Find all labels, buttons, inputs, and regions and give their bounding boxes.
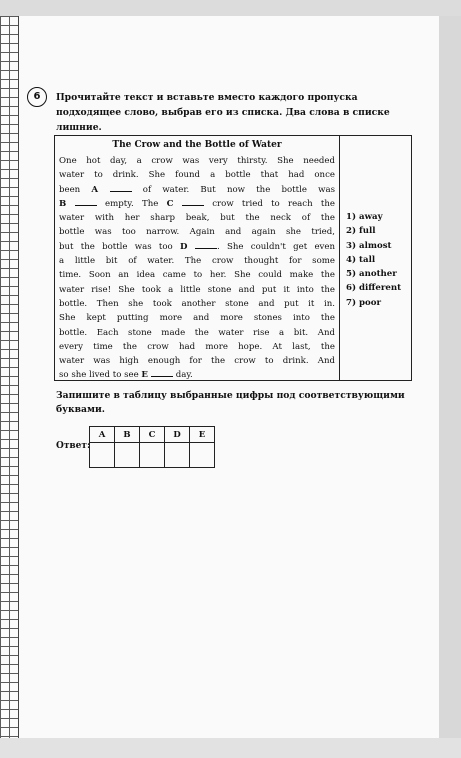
passage-line: but the bottle was too D . She couldn't get even [59, 241, 335, 252]
answer-cell[interactable] [140, 443, 165, 468]
gap-letter: E [141, 370, 151, 381]
answer-label: Ответ: [56, 441, 91, 451]
word-option: 5) another [346, 269, 397, 280]
passage-text [59, 154, 335, 383]
gap-blank [75, 197, 97, 206]
word-options-list [346, 210, 410, 310]
word-option: 6) different [346, 283, 402, 294]
word-option: 1) away [346, 212, 383, 222]
passage-line: a little bit of water. The crow thought for some [59, 256, 335, 267]
gap-blank [110, 183, 132, 192]
passage-line: bottle. Then she took another stone and put it in. [59, 298, 335, 309]
answer-column-header: E [190, 427, 215, 443]
answer-table [89, 426, 215, 468]
passage-line: B empty. The C crow tried to reach the [59, 198, 335, 209]
word-option: 7) poor [346, 297, 382, 308]
answer-column-header: C [140, 427, 165, 443]
answer-column-header: A [90, 427, 115, 443]
passage-line: water to drink. She found a bottle that had once [59, 170, 335, 181]
passage-line: bottle was too narrow. Again and again she tried, [59, 227, 335, 238]
passage-line: water with her sharp beak, but the neck of the [59, 213, 335, 224]
gap-letter: C [166, 198, 182, 209]
top-bar [0, 0, 461, 16]
task-instruction: Прочитайте текст и вставьте вместо каждого пропуска подходящее слово, выбрав его из списка. Два слова в списке лишние. [56, 92, 390, 133]
passage-line: every time the crow had more hope. At last, the [59, 341, 335, 352]
page-bottom-edge [0, 738, 461, 758]
passage-line: time. Soon an idea came to her. She could make the [59, 270, 335, 281]
answer-cell[interactable] [165, 443, 190, 468]
passage-line: so she lived to see E day. [59, 370, 193, 381]
word-option: 2) full [346, 226, 376, 237]
gap-blank [182, 197, 204, 206]
word-option: 3) almost [346, 240, 392, 251]
passage-line: bottle. Each stone made the water rise a bit. And [59, 327, 335, 338]
answer-column-header: D [165, 427, 190, 443]
passage-line: been A of water. But now the bottle was [59, 184, 335, 195]
passage-line: She kept putting more and more stones into the [59, 313, 335, 324]
word-option: 4) tall [346, 254, 376, 265]
graph-paper-margin [0, 16, 19, 738]
answer-cell[interactable] [190, 443, 215, 468]
answer-instruction: Запишите в таблицу выбранные цифры под соответствующими буквами. [56, 390, 405, 415]
gap-letter: A [91, 184, 110, 195]
passage-line: water was high enough for the crow to drink. And [59, 356, 335, 367]
gap-blank [151, 368, 173, 377]
passage-title: The Crow and the Bottle of Water [112, 140, 282, 150]
passage-line: One hot day, a crow was very thirsty. She needed [59, 156, 335, 166]
column-divider [339, 136, 340, 380]
answer-cell[interactable] [90, 443, 115, 468]
answer-cell[interactable] [115, 443, 140, 468]
gap-letter: D [180, 241, 195, 252]
passage-box [54, 135, 412, 381]
gap-blank [195, 240, 217, 249]
page-right-edge [439, 16, 461, 758]
passage-line: water rise! She took a little stone and put it into the [59, 284, 335, 295]
answer-column-header: B [115, 427, 140, 443]
gap-letter: B [59, 198, 75, 209]
task-number-badge: 6 [27, 87, 47, 107]
